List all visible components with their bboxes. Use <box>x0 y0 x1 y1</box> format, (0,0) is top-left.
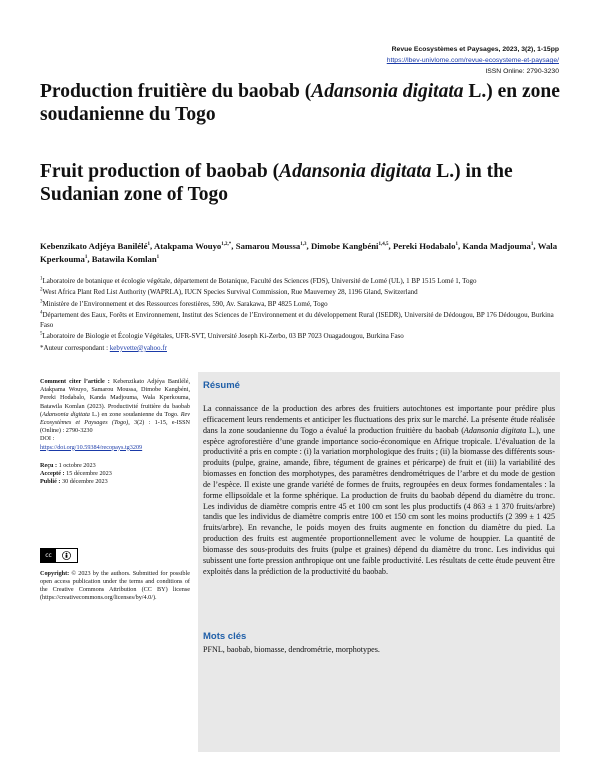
author: Dimobe Kangbéni$^{1,4,5}$ <box>310 241 389 251</box>
doi-link[interactable]: https://doi.org/10.59384/recopays.tg3209 <box>40 443 143 451</box>
abstract-text: La connaissance de la production des arbres des fruitiers autochtones est importante pour prédire plus efficacement leurs rendements et anticiper les fluctuations des prix sur le marché. La présente étude réalisée dans la zone soudanienne du Togo a évalué la production fruitière du baobab (Adansonia digitata L.), une espèce agroforestière d’une grande importance socio-économique en Afrique tropicale. L’évaluation de la productivité a pris en compte : (i) la variation morphologique des fruits ; (ii) la biomasse des différents sous-produits (pulpe, graine, amande, fibre, tégument de graines et péricarpe) de fruit et (iii) la variabilité des biomasses en fonction des morphotypes, des paramètres dendrométriques de l’arbre et du mode de gestion de l’espèce. Il existe une grande variété de formes de fruits, regroupées en deux formes fondamentales : la forme ellipsoïdale et la forme sphérique. La production de fruits du baobab dépend du diamètre du tronc. Les individus de diamètre compris entre 45 et 100 cm sont les plus productifs (4 863 ± 1 370 fruits/arbre) tandis que les individus de diamètre compris entre 100 et 150 cm sont les moins productifs (2 399 ± 1 425 fruits/arbre). En revanche, le poids moyen des fruits augmente en fonction du diamètre du pied. La production des fruits est augmentée proportionnellement avec le volume de houppier. La quantité de biomasse des sous-produits des fruits (pulpe et graines) dépend du diamètre du tronc. Les individus qui subissent une forte pression anthropique ont une faible productivité. Les résultats de cette étude peuvent être exploités dans la prédiction de la productivité du baobab. <box>203 404 555 576</box>
affiliation-item: $^5$Laboratoire de Biologie et Écologie Végétales, UFR-SVT, Université Joseph Ki-Zerbo, 03 BP 7023 Ouagadougou, Burkina Faso <box>40 332 404 341</box>
affiliations <box>40 276 557 354</box>
date-accepted: Accepté : 15 décembre 2023 <box>40 470 112 478</box>
abstract-box <box>198 372 560 752</box>
journal-header <box>387 44 559 77</box>
by-attribution-icon <box>56 551 77 560</box>
copyright-label: Copyright: <box>40 570 70 577</box>
license-url: (https://creativecommons.org/licenses/by/4.0/). <box>40 594 157 601</box>
date-received: Reçu : 1 octobre 2023 <box>40 461 96 469</box>
corresponding-email-link[interactable]: kebyvette@yahoo.fr <box>109 343 167 352</box>
keywords-text: PFNL, baobab, biomasse, dendrométrie, morphotypes. <box>203 645 380 654</box>
author: Atakpama Wouyo$^{1,2,*}$ <box>153 241 232 251</box>
author-list: Kebenzikato Adjéya Banilélé$^1$, Atakpama Wouyo$^{1,2,*}$, Samarou Moussa$^{1,3}$, Dimobe Kangbéni$^{1,4,5}$, Pereki Hodabalo$^1$, Kanda Madjouma$^1$, Wala Kperkouma$^1$, Batawila Komlan$^1$ <box>40 241 558 264</box>
doi-label: DOI : <box>40 435 55 443</box>
author: Pereki Hodabalo$^1$ <box>392 241 458 251</box>
corresponding-author: *Auteur correspondant : kebyvette@yahoo.fr <box>40 343 167 352</box>
title-french: Production fruitière du baobab (Adansonia digitata L.) en zone soudanienne du Togo <box>40 81 560 125</box>
date-published: Publié : 30 décembre 2023 <box>40 478 108 486</box>
cc-icon: cc <box>41 549 56 562</box>
copyright-notice: Copyright: © 2023 by the authors. Submitted for possible open access publication under the terms and conditions of the Creative Commons Attribution (CC BY) license (https://creativecommons.org/licenses/by/4.0/). <box>40 570 190 601</box>
how-to-cite-label: Comment citer l’article : <box>40 378 110 385</box>
person-icon <box>62 551 71 560</box>
affiliation-item: $^2$West Africa Plant Red List Authority (WAPRLA), IUCN Species Survival Commission, Rue Mauverney 28, 1196 Gland, Switzerland <box>40 287 418 297</box>
publication-dates <box>40 462 190 487</box>
author: Wala Kperkouma$^1$ <box>40 241 558 264</box>
affiliation-item: $^3$Ministère de l’Environnement et des Ressources forestières, 590, Av. Sarakawa, BP 4825 Lomé, Togo <box>40 299 328 308</box>
author: Kanda Madjouma$^1$ <box>462 241 534 251</box>
author: Kebenzikato Adjéya Banilélé$^1$ <box>40 241 150 251</box>
journal-issn: ISSN Online: 2790-3230 <box>485 68 559 75</box>
keywords-heading: Mots clés <box>203 631 247 642</box>
journal-name: Revue Ecosystèmes et Paysages, 2023, 3(2), 1-15pp <box>391 46 559 53</box>
how-to-cite: Comment citer l’article : Kebenzikato Adjéya Banilélé, Atakpama Wouyo, Samarou Moussa, Dimobe Kangbéni, Pereki Hodabalo, Kanda Madjouma, Wala Kperkouma, Batawila Komlan (2023). Productivité fruitière du baobab (Adansonia digitata L.) en zone soudanienne du Togo. Rev Ecosystèmes et Paysages (Togo), 3(2) : 1-15, e-ISSN (Online) : 2790-3230 DOI : https://doi.org/10.59384/recopays.tg3209 <box>40 378 191 451</box>
citation-sidebar <box>40 378 190 486</box>
author: Samarou Moussa$^{1,3}$ <box>235 241 307 251</box>
abstract-heading: Résumé <box>203 380 240 391</box>
title-english: Fruit production of baobab (Adansonia digitata L.) in the Sudanian zone of Togo <box>40 161 513 205</box>
journal-url-link[interactable]: https://lbev-univlome.com/revue-ecosysteme-et-paysage/ <box>386 57 559 64</box>
author: Batawila Komlan$^1$ <box>91 254 160 264</box>
affiliation-item: $^4$Département des Eaux, Forêts et Environnement, Institut des Sciences de l’Environnement et du développement Rural (ISEDR), Université de Dédougou, BP 176 Dédougou, Burkina Faso <box>40 310 554 330</box>
affiliation-item: $^1$Laboratoire de botanique et écologie végétale, département de Botanique, Faculté des Sciences (FDS), Université de Lomé (UL), 1 BP 1515 Lomé 1, Togo <box>40 276 477 285</box>
title-english-species: Adansonia digitata <box>279 161 432 182</box>
cc-by-license-badge[interactable] <box>40 548 78 563</box>
title-french-species: Adansonia digitata <box>311 81 464 102</box>
